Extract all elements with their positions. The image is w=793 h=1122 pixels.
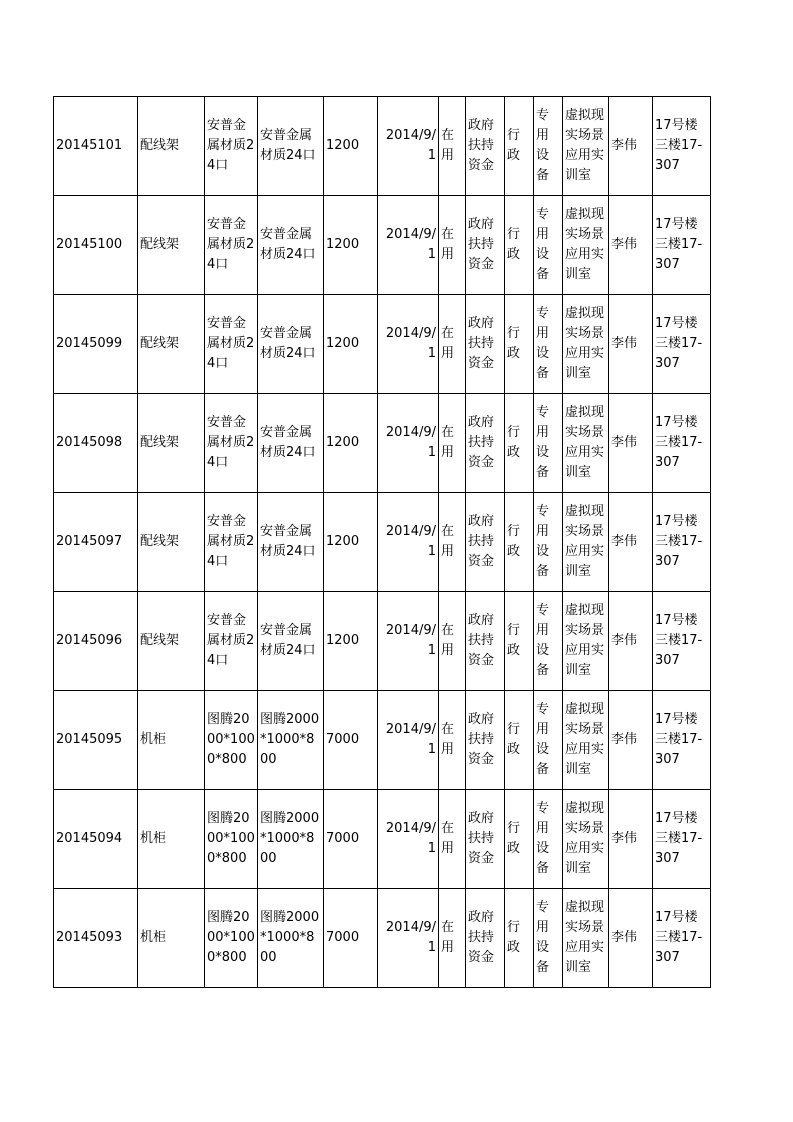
model-cell: 安普金属材质24口 bbox=[258, 295, 324, 394]
brand-spec-cell: 安普金属材质24口 bbox=[205, 592, 258, 691]
price-cell: 1200 bbox=[324, 394, 378, 493]
keeper-cell: 李伟 bbox=[609, 592, 653, 691]
address-cell: 17号楼三楼17-307 bbox=[653, 790, 711, 889]
address-cell: 17号楼三楼17-307 bbox=[653, 592, 711, 691]
address-cell: 17号楼三楼17-307 bbox=[653, 394, 711, 493]
model-cell: 安普金属材质24口 bbox=[258, 592, 324, 691]
category-cell: 专用设备 bbox=[534, 295, 563, 394]
asset-id-cell: 20145094 bbox=[54, 790, 138, 889]
asset-name-cell: 配线架 bbox=[138, 196, 205, 295]
asset-name-cell: 机柜 bbox=[138, 889, 205, 988]
price-cell: 1200 bbox=[324, 493, 378, 592]
table-row bbox=[54, 889, 711, 988]
purchase-date-cell: 2014/9/1 bbox=[378, 295, 439, 394]
model-cell: 图腾2000*1000*800 bbox=[258, 790, 324, 889]
table-row bbox=[54, 493, 711, 592]
asset-id-cell: 20145099 bbox=[54, 295, 138, 394]
brand-spec-cell: 图腾2000*1000*800 bbox=[205, 790, 258, 889]
location-cell: 虚拟现实场景应用实训室 bbox=[563, 592, 609, 691]
funding-source-cell: 政府扶持资金 bbox=[466, 97, 505, 196]
funding-source-cell: 政府扶持资金 bbox=[466, 196, 505, 295]
keeper-cell: 李伟 bbox=[609, 196, 653, 295]
status-cell: 在用 bbox=[439, 790, 466, 889]
department-cell: 行政 bbox=[505, 889, 534, 988]
brand-spec-cell: 安普金属材质24口 bbox=[205, 493, 258, 592]
location-cell: 虚拟现实场景应用实训室 bbox=[563, 790, 609, 889]
asset-id-cell: 20145100 bbox=[54, 196, 138, 295]
purchase-date-cell: 2014/9/1 bbox=[378, 97, 439, 196]
status-cell: 在用 bbox=[439, 97, 466, 196]
asset-id-cell: 20145093 bbox=[54, 889, 138, 988]
funding-source-cell: 政府扶持资金 bbox=[466, 889, 505, 988]
asset-name-cell: 机柜 bbox=[138, 790, 205, 889]
purchase-date-cell: 2014/9/1 bbox=[378, 889, 439, 988]
purchase-date-cell: 2014/9/1 bbox=[378, 790, 439, 889]
table-body bbox=[54, 97, 711, 988]
asset-name-cell: 配线架 bbox=[138, 394, 205, 493]
location-cell: 虚拟现实场景应用实训室 bbox=[563, 493, 609, 592]
status-cell: 在用 bbox=[439, 196, 466, 295]
category-cell: 专用设备 bbox=[534, 97, 563, 196]
address-cell: 17号楼三楼17-307 bbox=[653, 196, 711, 295]
model-cell: 图腾2000*1000*800 bbox=[258, 691, 324, 790]
location-cell: 虚拟现实场景应用实训室 bbox=[563, 295, 609, 394]
purchase-date-cell: 2014/9/1 bbox=[378, 394, 439, 493]
category-cell: 专用设备 bbox=[534, 394, 563, 493]
table-row bbox=[54, 196, 711, 295]
address-cell: 17号楼三楼17-307 bbox=[653, 295, 711, 394]
location-cell: 虚拟现实场景应用实训室 bbox=[563, 691, 609, 790]
model-cell: 安普金属材质24口 bbox=[258, 196, 324, 295]
asset-table bbox=[53, 96, 711, 988]
address-cell: 17号楼三楼17-307 bbox=[653, 97, 711, 196]
funding-source-cell: 政府扶持资金 bbox=[466, 493, 505, 592]
category-cell: 专用设备 bbox=[534, 196, 563, 295]
model-cell: 图腾2000*1000*800 bbox=[258, 889, 324, 988]
location-cell: 虚拟现实场景应用实训室 bbox=[563, 196, 609, 295]
brand-spec-cell: 图腾2000*1000*800 bbox=[205, 691, 258, 790]
asset-name-cell: 配线架 bbox=[138, 97, 205, 196]
keeper-cell: 李伟 bbox=[609, 295, 653, 394]
status-cell: 在用 bbox=[439, 592, 466, 691]
model-cell: 安普金属材质24口 bbox=[258, 493, 324, 592]
purchase-date-cell: 2014/9/1 bbox=[378, 691, 439, 790]
asset-id-cell: 20145101 bbox=[54, 97, 138, 196]
category-cell: 专用设备 bbox=[534, 493, 563, 592]
funding-source-cell: 政府扶持资金 bbox=[466, 691, 505, 790]
price-cell: 1200 bbox=[324, 196, 378, 295]
category-cell: 专用设备 bbox=[534, 889, 563, 988]
keeper-cell: 李伟 bbox=[609, 493, 653, 592]
price-cell: 1200 bbox=[324, 295, 378, 394]
asset-id-cell: 20145096 bbox=[54, 592, 138, 691]
keeper-cell: 李伟 bbox=[609, 889, 653, 988]
keeper-cell: 李伟 bbox=[609, 790, 653, 889]
keeper-cell: 李伟 bbox=[609, 97, 653, 196]
keeper-cell: 李伟 bbox=[609, 394, 653, 493]
asset-name-cell: 配线架 bbox=[138, 592, 205, 691]
department-cell: 行政 bbox=[505, 196, 534, 295]
model-cell: 安普金属材质24口 bbox=[258, 394, 324, 493]
asset-id-cell: 20145095 bbox=[54, 691, 138, 790]
model-cell: 安普金属材质24口 bbox=[258, 97, 324, 196]
funding-source-cell: 政府扶持资金 bbox=[466, 394, 505, 493]
department-cell: 行政 bbox=[505, 295, 534, 394]
price-cell: 1200 bbox=[324, 97, 378, 196]
table-row bbox=[54, 790, 711, 889]
keeper-cell: 李伟 bbox=[609, 691, 653, 790]
price-cell: 7000 bbox=[324, 790, 378, 889]
status-cell: 在用 bbox=[439, 889, 466, 988]
funding-source-cell: 政府扶持资金 bbox=[466, 592, 505, 691]
department-cell: 行政 bbox=[505, 592, 534, 691]
purchase-date-cell: 2014/9/1 bbox=[378, 493, 439, 592]
asset-name-cell: 配线架 bbox=[138, 493, 205, 592]
address-cell: 17号楼三楼17-307 bbox=[653, 889, 711, 988]
location-cell: 虚拟现实场景应用实训室 bbox=[563, 394, 609, 493]
brand-spec-cell: 安普金属材质24口 bbox=[205, 295, 258, 394]
table-row bbox=[54, 97, 711, 196]
table-row bbox=[54, 691, 711, 790]
brand-spec-cell: 安普金属材质24口 bbox=[205, 196, 258, 295]
status-cell: 在用 bbox=[439, 394, 466, 493]
price-cell: 1200 bbox=[324, 592, 378, 691]
location-cell: 虚拟现实场景应用实训室 bbox=[563, 97, 609, 196]
brand-spec-cell: 安普金属材质24口 bbox=[205, 97, 258, 196]
brand-spec-cell: 图腾2000*1000*800 bbox=[205, 889, 258, 988]
funding-source-cell: 政府扶持资金 bbox=[466, 295, 505, 394]
status-cell: 在用 bbox=[439, 691, 466, 790]
status-cell: 在用 bbox=[439, 493, 466, 592]
price-cell: 7000 bbox=[324, 889, 378, 988]
department-cell: 行政 bbox=[505, 691, 534, 790]
asset-id-cell: 20145098 bbox=[54, 394, 138, 493]
department-cell: 行政 bbox=[505, 97, 534, 196]
asset-id-cell: 20145097 bbox=[54, 493, 138, 592]
price-cell: 7000 bbox=[324, 691, 378, 790]
purchase-date-cell: 2014/9/1 bbox=[378, 592, 439, 691]
department-cell: 行政 bbox=[505, 790, 534, 889]
asset-name-cell: 配线架 bbox=[138, 295, 205, 394]
table-row bbox=[54, 394, 711, 493]
address-cell: 17号楼三楼17-307 bbox=[653, 691, 711, 790]
funding-source-cell: 政府扶持资金 bbox=[466, 790, 505, 889]
table-row bbox=[54, 295, 711, 394]
department-cell: 行政 bbox=[505, 493, 534, 592]
location-cell: 虚拟现实场景应用实训室 bbox=[563, 889, 609, 988]
category-cell: 专用设备 bbox=[534, 790, 563, 889]
category-cell: 专用设备 bbox=[534, 592, 563, 691]
asset-name-cell: 机柜 bbox=[138, 691, 205, 790]
department-cell: 行政 bbox=[505, 394, 534, 493]
purchase-date-cell: 2014/9/1 bbox=[378, 196, 439, 295]
address-cell: 17号楼三楼17-307 bbox=[653, 493, 711, 592]
category-cell: 专用设备 bbox=[534, 691, 563, 790]
table-row bbox=[54, 592, 711, 691]
brand-spec-cell: 安普金属材质24口 bbox=[205, 394, 258, 493]
status-cell: 在用 bbox=[439, 295, 466, 394]
